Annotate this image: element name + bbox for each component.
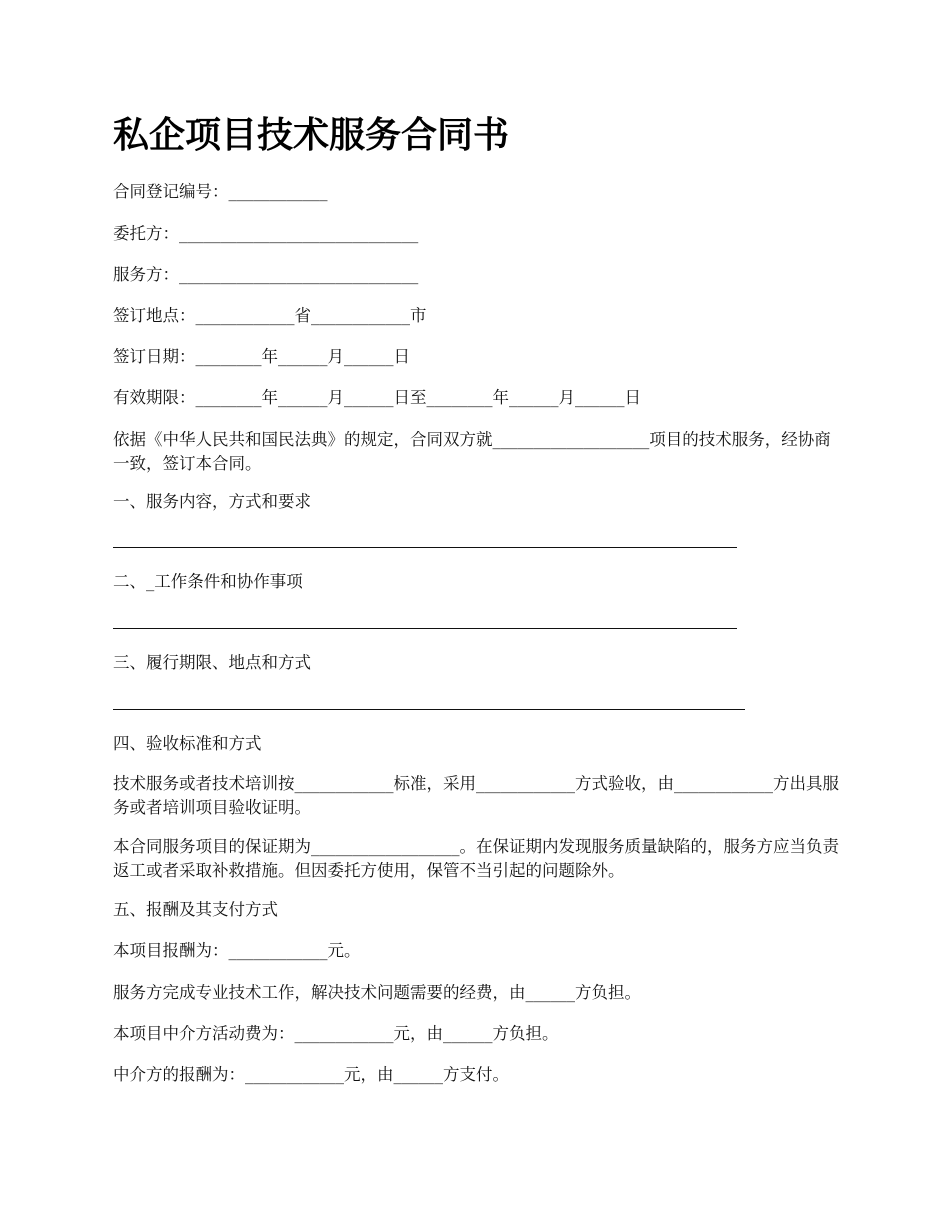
section-5-heading: 五、报酬及其支付方式 — [113, 900, 278, 919]
warranty-paragraph: 本合同服务项目的保证期为__________________。在保证期内发现服务质量缺陷的，服务方应当负责返工或者采取补救措施。但因委托方使用，保管不当引起的问题除外。 — [113, 837, 839, 880]
validity-period-field: 有效期限：________年______月______日至________年______月______日 — [113, 388, 641, 407]
document-title: 私企项目技术服务合同书 — [113, 115, 510, 156]
provider-field: 服务方：_____________________________ — [113, 265, 419, 284]
section-3-heading: 三、履行期限、地点和方式 — [113, 653, 311, 672]
section-2-heading: 二、_工作条件和协作事项 — [113, 572, 303, 591]
intro-paragraph: 依据《中华人民共和国民法典》的规定，合同双方就___________________项目的技术服务，经协商一致，签订本合同。 — [113, 430, 831, 473]
section-3-blank-line — [113, 709, 745, 710]
acceptance-paragraph: 技术服务或者技术培训按____________标准，采用____________方式验收，由____________方出具服务或者培训项目验收证明。 — [113, 774, 839, 817]
project-fee-line: 本项目报酬为：____________元。 — [113, 941, 361, 960]
signing-place-field: 签订地点：____________省____________市 — [113, 306, 427, 325]
expense-line: 服务方完成专业技术工作，解决技术问题需要的经费，由______方负担。 — [113, 983, 641, 1002]
section-4-heading: 四、验收标准和方式 — [113, 734, 262, 753]
section-2-blank-line — [113, 628, 737, 629]
intermediary-reward-line: 中介方的报酬为：____________元，由______方支付。 — [113, 1065, 509, 1084]
registration-number-field: 合同登记编号：____________ — [113, 182, 328, 201]
signing-date-field: 签订日期：________年______月______日 — [113, 347, 410, 366]
intermediary-fee-line: 本项目中介方活动费为：____________元，由______方负担。 — [113, 1024, 559, 1043]
section-1-blank-line — [113, 547, 737, 548]
section-1-heading: 一、服务内容，方式和要求 — [113, 492, 311, 511]
client-field: 委托方：_____________________________ — [113, 224, 419, 243]
